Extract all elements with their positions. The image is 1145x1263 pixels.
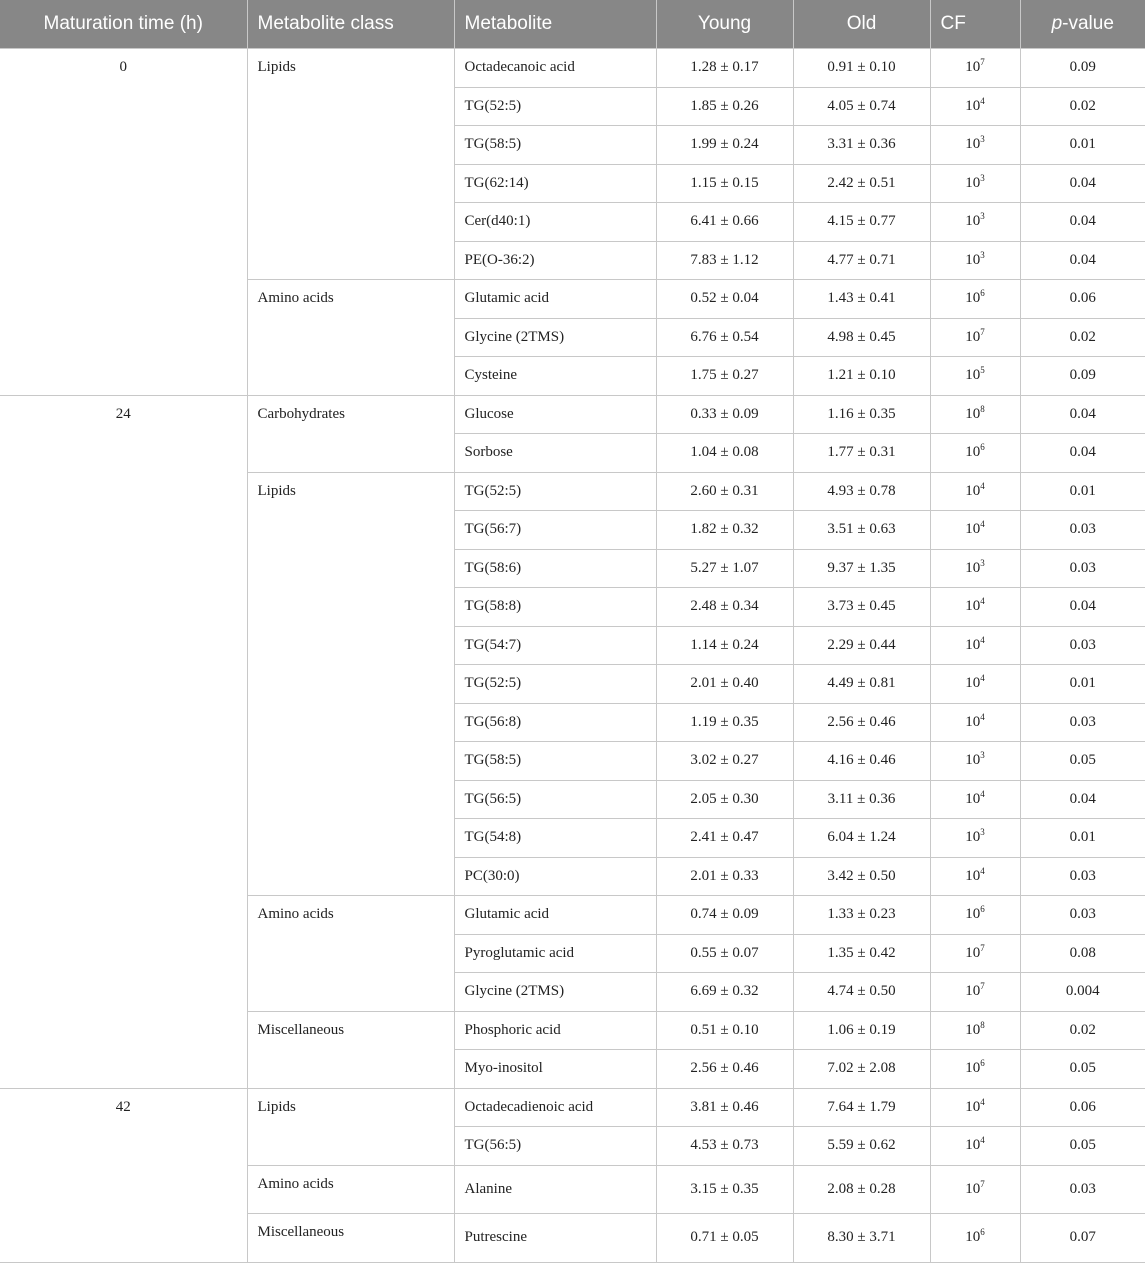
metabolite-cell: Cer(d40:1) <box>454 203 656 242</box>
metabolite-cell: Glucose <box>454 395 656 434</box>
header-row <box>0 0 1145 49</box>
young-value-cell: 0.71 ± 0.05 <box>656 1214 793 1263</box>
metabolite-cell: PE(O-36:2) <box>454 241 656 280</box>
cf-cell <box>930 626 1020 665</box>
metabolite-cell: TG(54:8) <box>454 819 656 858</box>
header-metabolite: Metabolite <box>454 0 656 49</box>
cf-cell <box>930 1011 1020 1050</box>
metabolite-cell: Glutamic acid <box>454 280 656 319</box>
metabolite-class-cell: Miscellaneous <box>247 1011 454 1088</box>
old-value-cell: 6.04 ± 1.24 <box>793 819 930 858</box>
cf-base: 10 <box>965 906 981 923</box>
cf-cell <box>930 973 1020 1012</box>
cf-cell <box>930 549 1020 588</box>
cf-cell <box>930 472 1020 511</box>
cf-cell <box>930 357 1020 396</box>
cf-base: 10 <box>965 59 981 76</box>
cf-exponent: 4 <box>980 865 985 876</box>
p-value-cell: 0.03 <box>1020 703 1145 742</box>
young-value-cell: 6.41 ± 0.66 <box>656 203 793 242</box>
metabolite-cell: Octadecanoic acid <box>454 49 656 88</box>
metabolite-cell: TG(58:5) <box>454 126 656 165</box>
cf-exponent: 3 <box>980 172 985 183</box>
p-value-cell: 0.03 <box>1020 857 1145 896</box>
cf-cell <box>930 49 1020 88</box>
table-row <box>0 395 1145 434</box>
cf-base: 10 <box>965 598 981 615</box>
old-value-cell: 4.74 ± 0.50 <box>793 973 930 1012</box>
young-value-cell: 0.74 ± 0.09 <box>656 896 793 935</box>
cf-base: 10 <box>965 944 981 961</box>
old-value-cell: 1.21 ± 0.10 <box>793 357 930 396</box>
old-value-cell: 7.02 ± 2.08 <box>793 1050 930 1089</box>
metabolite-cell: Glutamic acid <box>454 896 656 935</box>
table-row <box>0 1088 1145 1127</box>
cf-cell <box>930 857 1020 896</box>
cf-exponent: 8 <box>980 1019 985 1030</box>
p-value-cell: 0.03 <box>1020 626 1145 665</box>
cf-base: 10 <box>965 1229 981 1246</box>
old-value-cell: 3.42 ± 0.50 <box>793 857 930 896</box>
maturation-time-cell: 0 <box>0 49 247 396</box>
cf-exponent: 4 <box>980 596 985 607</box>
cf-exponent: 6 <box>980 1058 985 1069</box>
old-value-cell: 2.29 ± 0.44 <box>793 626 930 665</box>
young-value-cell: 1.75 ± 0.27 <box>656 357 793 396</box>
metabolite-class-cell: Lipids <box>247 1088 454 1165</box>
metabolite-class-cell: Miscellaneous <box>247 1214 454 1263</box>
old-value-cell: 7.64 ± 1.79 <box>793 1088 930 1127</box>
young-value-cell: 1.14 ± 0.24 <box>656 626 793 665</box>
metabolite-cell: Glycine (2TMS) <box>454 318 656 357</box>
cf-cell <box>930 1165 1020 1214</box>
cf-cell <box>930 780 1020 819</box>
metabolite-class-cell: Lipids <box>247 49 454 280</box>
cf-cell <box>930 1088 1020 1127</box>
cf-exponent: 3 <box>980 211 985 222</box>
cf-exponent: 4 <box>980 1096 985 1107</box>
metabolite-cell: TG(52:5) <box>454 472 656 511</box>
young-value-cell: 4.53 ± 0.73 <box>656 1127 793 1166</box>
young-value-cell: 2.56 ± 0.46 <box>656 1050 793 1089</box>
metabolite-cell: TG(62:14) <box>454 164 656 203</box>
cf-base: 10 <box>965 829 981 846</box>
header-old: Old <box>793 0 930 49</box>
cf-cell <box>930 434 1020 473</box>
old-value-cell: 4.98 ± 0.45 <box>793 318 930 357</box>
old-value-cell: 1.33 ± 0.23 <box>793 896 930 935</box>
p-value-cell: 0.08 <box>1020 934 1145 973</box>
cf-base: 10 <box>965 1021 981 1038</box>
cf-cell <box>930 318 1020 357</box>
cf-base: 10 <box>965 174 981 191</box>
p-value-cell: 0.04 <box>1020 395 1145 434</box>
cf-base: 10 <box>965 790 981 807</box>
metabolite-class-cell: Carbohydrates <box>247 395 454 472</box>
metabolite-class-cell: Amino acids <box>247 280 454 396</box>
metabolite-cell: TG(52:5) <box>454 665 656 704</box>
cf-base: 10 <box>965 482 981 499</box>
header-p-italic: p <box>1051 13 1063 34</box>
cf-cell <box>930 588 1020 627</box>
header-p-value <box>1020 0 1145 49</box>
young-value-cell: 5.27 ± 1.07 <box>656 549 793 588</box>
young-value-cell: 2.48 ± 0.34 <box>656 588 793 627</box>
p-value-cell: 0.04 <box>1020 434 1145 473</box>
young-value-cell: 1.04 ± 0.08 <box>656 434 793 473</box>
cf-base: 10 <box>965 444 981 461</box>
cf-exponent: 4 <box>980 788 985 799</box>
cf-exponent: 4 <box>980 711 985 722</box>
header-maturation-time: Maturation time (h) <box>0 0 247 49</box>
old-value-cell: 4.15 ± 0.77 <box>793 203 930 242</box>
cf-exponent: 5 <box>980 365 985 376</box>
cf-base: 10 <box>965 251 981 268</box>
metabolite-cell: Glycine (2TMS) <box>454 973 656 1012</box>
cf-base: 10 <box>965 136 981 153</box>
cf-base: 10 <box>965 213 981 230</box>
metabolite-cell: Cysteine <box>454 357 656 396</box>
cf-base: 10 <box>965 405 981 422</box>
p-value-cell: 0.02 <box>1020 1011 1145 1050</box>
young-value-cell: 2.41 ± 0.47 <box>656 819 793 858</box>
cf-base: 10 <box>965 290 981 307</box>
metabolite-cell: Putrescine <box>454 1214 656 1263</box>
young-value-cell: 1.19 ± 0.35 <box>656 703 793 742</box>
p-value-cell: 0.09 <box>1020 49 1145 88</box>
old-value-cell: 3.51 ± 0.63 <box>793 511 930 550</box>
cf-exponent: 4 <box>980 95 985 106</box>
metabolite-cell: Alanine <box>454 1165 656 1214</box>
old-value-cell: 4.49 ± 0.81 <box>793 665 930 704</box>
p-value-cell: 0.02 <box>1020 318 1145 357</box>
old-value-cell: 1.43 ± 0.41 <box>793 280 930 319</box>
cf-cell <box>930 1127 1020 1166</box>
cf-cell <box>930 241 1020 280</box>
metabolite-cell: TG(52:5) <box>454 87 656 126</box>
old-value-cell: 4.16 ± 0.46 <box>793 742 930 781</box>
cf-base: 10 <box>965 1060 981 1077</box>
young-value-cell: 6.69 ± 0.32 <box>656 973 793 1012</box>
old-value-cell: 4.05 ± 0.74 <box>793 87 930 126</box>
metabolite-class-cell: Lipids <box>247 472 454 896</box>
cf-base: 10 <box>965 713 981 730</box>
p-value-cell: 0.03 <box>1020 896 1145 935</box>
p-value-cell: 0.05 <box>1020 1050 1145 1089</box>
metabolite-cell: TG(56:5) <box>454 1127 656 1166</box>
young-value-cell: 2.60 ± 0.31 <box>656 472 793 511</box>
header-young: Young <box>656 0 793 49</box>
table-body <box>0 49 1145 1263</box>
old-value-cell: 3.11 ± 0.36 <box>793 780 930 819</box>
cf-base: 10 <box>965 1180 981 1197</box>
maturation-time-cell: 42 <box>0 1088 247 1262</box>
p-value-cell: 0.06 <box>1020 280 1145 319</box>
young-value-cell: 1.15 ± 0.15 <box>656 164 793 203</box>
p-value-cell: 0.03 <box>1020 511 1145 550</box>
cf-cell <box>930 1050 1020 1089</box>
cf-base: 10 <box>965 675 981 692</box>
metabolite-cell: TG(56:8) <box>454 703 656 742</box>
old-value-cell: 4.93 ± 0.78 <box>793 472 930 511</box>
cf-exponent: 6 <box>980 442 985 453</box>
young-value-cell: 3.81 ± 0.46 <box>656 1088 793 1127</box>
young-value-cell: 2.01 ± 0.33 <box>656 857 793 896</box>
cf-exponent: 4 <box>980 673 985 684</box>
young-value-cell: 3.15 ± 0.35 <box>656 1165 793 1214</box>
cf-base: 10 <box>965 97 981 114</box>
cf-cell <box>930 703 1020 742</box>
cf-base: 10 <box>965 1098 981 1115</box>
header-p-rest: -value <box>1062 13 1114 34</box>
cf-exponent: 3 <box>980 750 985 761</box>
header-cf: CF <box>930 0 1020 49</box>
cf-base: 10 <box>965 559 981 576</box>
metabolite-cell: TG(58:8) <box>454 588 656 627</box>
young-value-cell: 3.02 ± 0.27 <box>656 742 793 781</box>
cf-exponent: 8 <box>980 403 985 414</box>
cf-cell <box>930 934 1020 973</box>
p-value-cell: 0.05 <box>1020 742 1145 781</box>
cf-exponent: 7 <box>980 326 985 337</box>
cf-exponent: 7 <box>980 981 985 992</box>
p-value-cell: 0.03 <box>1020 549 1145 588</box>
cf-base: 10 <box>965 752 981 769</box>
old-value-cell: 3.31 ± 0.36 <box>793 126 930 165</box>
young-value-cell: 7.83 ± 1.12 <box>656 241 793 280</box>
cf-exponent: 3 <box>980 557 985 568</box>
cf-cell <box>930 203 1020 242</box>
young-value-cell: 0.55 ± 0.07 <box>656 934 793 973</box>
young-value-cell: 1.99 ± 0.24 <box>656 126 793 165</box>
cf-cell <box>930 280 1020 319</box>
metabolite-cell: PC(30:0) <box>454 857 656 896</box>
old-value-cell: 2.42 ± 0.51 <box>793 164 930 203</box>
cf-exponent: 7 <box>980 1178 985 1189</box>
p-value-cell: 0.07 <box>1020 1214 1145 1263</box>
old-value-cell: 5.59 ± 0.62 <box>793 1127 930 1166</box>
p-value-cell: 0.09 <box>1020 357 1145 396</box>
cf-exponent: 3 <box>980 249 985 260</box>
young-value-cell: 1.85 ± 0.26 <box>656 87 793 126</box>
cf-base: 10 <box>965 636 981 653</box>
young-value-cell: 6.76 ± 0.54 <box>656 318 793 357</box>
cf-cell <box>930 742 1020 781</box>
metabolite-cell: Pyroglutamic acid <box>454 934 656 973</box>
old-value-cell: 1.16 ± 0.35 <box>793 395 930 434</box>
young-value-cell: 0.51 ± 0.10 <box>656 1011 793 1050</box>
metabolite-cell: TG(56:7) <box>454 511 656 550</box>
old-value-cell: 8.30 ± 3.71 <box>793 1214 930 1263</box>
metabolite-cell: TG(58:6) <box>454 549 656 588</box>
cf-cell <box>930 87 1020 126</box>
p-value-cell: 0.004 <box>1020 973 1145 1012</box>
p-value-cell: 0.04 <box>1020 588 1145 627</box>
metabolite-class-cell: Amino acids <box>247 896 454 1012</box>
cf-cell <box>930 395 1020 434</box>
young-value-cell: 2.05 ± 0.30 <box>656 780 793 819</box>
old-value-cell: 2.56 ± 0.46 <box>793 703 930 742</box>
cf-cell <box>930 511 1020 550</box>
metabolite-cell: TG(54:7) <box>454 626 656 665</box>
p-value-cell: 0.04 <box>1020 780 1145 819</box>
young-value-cell: 1.82 ± 0.32 <box>656 511 793 550</box>
cf-cell <box>930 1214 1020 1263</box>
p-value-cell: 0.03 <box>1020 1165 1145 1214</box>
metabolite-cell: TG(58:5) <box>454 742 656 781</box>
cf-exponent: 4 <box>980 519 985 530</box>
maturation-time-cell: 24 <box>0 395 247 1088</box>
metabolite-cell: Sorbose <box>454 434 656 473</box>
young-value-cell: 2.01 ± 0.40 <box>656 665 793 704</box>
table-header <box>0 0 1145 49</box>
metabolite-cell: Phosphoric acid <box>454 1011 656 1050</box>
header-metabolite-class: Metabolite class <box>247 0 454 49</box>
cf-exponent: 3 <box>980 827 985 838</box>
cf-exponent: 6 <box>980 1227 985 1238</box>
old-value-cell: 2.08 ± 0.28 <box>793 1165 930 1214</box>
young-value-cell: 1.28 ± 0.17 <box>656 49 793 88</box>
p-value-cell: 0.01 <box>1020 126 1145 165</box>
metabolite-cell: TG(56:5) <box>454 780 656 819</box>
cf-exponent: 7 <box>980 57 985 68</box>
cf-base: 10 <box>965 867 981 884</box>
cf-base: 10 <box>965 367 981 384</box>
old-value-cell: 1.77 ± 0.31 <box>793 434 930 473</box>
metabolite-class-cell: Amino acids <box>247 1165 454 1214</box>
cf-exponent: 3 <box>980 134 985 145</box>
cf-cell <box>930 126 1020 165</box>
old-value-cell: 1.06 ± 0.19 <box>793 1011 930 1050</box>
cf-exponent: 4 <box>980 1135 985 1146</box>
old-value-cell: 3.73 ± 0.45 <box>793 588 930 627</box>
p-value-cell: 0.06 <box>1020 1088 1145 1127</box>
p-value-cell: 0.04 <box>1020 164 1145 203</box>
young-value-cell: 0.33 ± 0.09 <box>656 395 793 434</box>
p-value-cell: 0.01 <box>1020 472 1145 511</box>
old-value-cell: 0.91 ± 0.10 <box>793 49 930 88</box>
p-value-cell: 0.04 <box>1020 241 1145 280</box>
metabolite-cell: Myo-inositol <box>454 1050 656 1089</box>
young-value-cell: 0.52 ± 0.04 <box>656 280 793 319</box>
old-value-cell: 1.35 ± 0.42 <box>793 934 930 973</box>
old-value-cell: 9.37 ± 1.35 <box>793 549 930 588</box>
p-value-cell: 0.05 <box>1020 1127 1145 1166</box>
cf-cell <box>930 896 1020 935</box>
p-value-cell: 0.02 <box>1020 87 1145 126</box>
cf-exponent: 6 <box>980 288 985 299</box>
cf-base: 10 <box>965 1137 981 1154</box>
p-value-cell: 0.01 <box>1020 665 1145 704</box>
cf-exponent: 7 <box>980 942 985 953</box>
p-value-cell: 0.01 <box>1020 819 1145 858</box>
cf-base: 10 <box>965 328 981 345</box>
cf-cell <box>930 665 1020 704</box>
cf-base: 10 <box>965 983 981 1000</box>
cf-cell <box>930 164 1020 203</box>
cf-exponent: 4 <box>980 480 985 491</box>
cf-cell <box>930 819 1020 858</box>
cf-exponent: 6 <box>980 904 985 915</box>
cf-exponent: 4 <box>980 634 985 645</box>
table-row <box>0 49 1145 88</box>
metabolite-cell: Octadecadienoic acid <box>454 1088 656 1127</box>
p-value-cell: 0.04 <box>1020 203 1145 242</box>
old-value-cell: 4.77 ± 0.71 <box>793 241 930 280</box>
cf-base: 10 <box>965 521 981 538</box>
